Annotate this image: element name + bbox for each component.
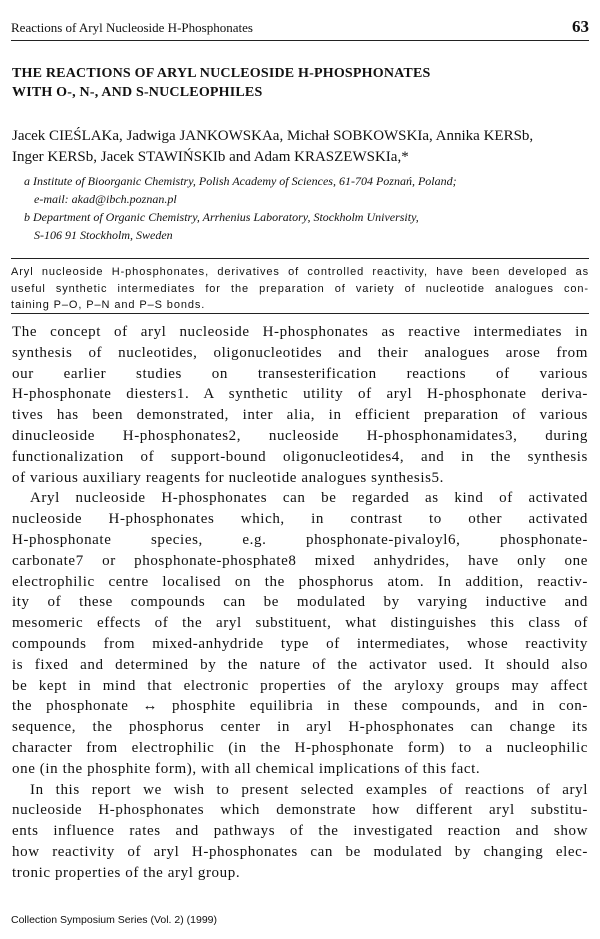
author-line: Jacek CIEŚLAKa, Jadwiga JANKOWSKAa, Michał SOBKOWSKIa, Annika KERSb, bbox=[12, 128, 534, 144]
abstract-line: taining P–O, P–N and P–S bonds. bbox=[11, 299, 206, 311]
affiliation-line: S-106 91 Stockholm, Sweden bbox=[34, 228, 173, 242]
body-line: is fixed and determined by the nature of the activator used. It should also bbox=[12, 656, 588, 673]
body-line: of various auxiliary reagents for nucleotide analogues synthesis5. bbox=[12, 469, 444, 486]
affiliation-line: b Department of Organic Chemistry, Arrhenius Laboratory, Stockholm University, bbox=[24, 210, 419, 224]
body-line: electrophilic centre localised on the phosphorus atom. In addition, reactiv- bbox=[12, 573, 588, 590]
body-line: synthesis of nucleotides, oligonucleotides and their analogues arose from bbox=[12, 344, 588, 361]
body-line: character from electrophilic (in the H-phosphonate form) to a nucleophilic bbox=[12, 739, 588, 756]
author-list bbox=[12, 126, 592, 168]
body-line: ents influence rates and pathways of the investigated reaction and show bbox=[12, 823, 588, 840]
running-head bbox=[11, 16, 589, 41]
body-line: sequence, the phosphorus center in aryl H-phosphonates can change its bbox=[12, 719, 588, 736]
author-line: Inger KERSb, Jacek STAWIŃSKIb and Adam KRASZEWSKIa,* bbox=[12, 149, 409, 165]
body-line: ity of these compounds can be modulated by varying inductive and bbox=[12, 594, 588, 611]
body-line: carbonate7 or phosphonate-phosphate8 mixed anhydrides, have only one bbox=[12, 552, 588, 569]
title-line: WITH O-, N-, AND S-NUCLEOPHILES bbox=[12, 85, 263, 100]
body-line: one (in the phosphite form), with all chemical implications of this fact. bbox=[12, 760, 481, 777]
affiliation-line: a Institute of Bioorganic Chemistry, Polish Academy of Sciences, 61-704 Poznań, Poland; bbox=[24, 174, 457, 188]
body-line: tronic properties of the aryl group. bbox=[12, 864, 241, 881]
body-line: how reactivity of aryl H-phosphonates can be modulated by changing elec- bbox=[12, 843, 588, 860]
body-line: our earlier studies on transesterification reactions of various bbox=[12, 365, 588, 382]
body-line: nucleoside H-phosphonates which demonstrate how different aryl substitu- bbox=[12, 802, 588, 819]
body-line: nucleoside H-phosphonates which, in contrast to other activated bbox=[12, 511, 588, 528]
body-line: H-phosphonate diesters1. A synthetic utility of aryl H-phosphonate deriva- bbox=[12, 386, 588, 403]
body-line: dinucleoside H-phosphonates2, nucleoside H-phosphonamidates3, during bbox=[12, 427, 588, 444]
footer: Collection Symposium Series (Vol. 2) (1999) bbox=[11, 914, 218, 926]
body-line: the phosphonate ↔ phosphite equilibria in these compounds, and in con- bbox=[12, 698, 588, 715]
body-line: mesomeric effects of the aryl substituent, what distinguishes this class of bbox=[12, 615, 588, 632]
affiliations bbox=[24, 172, 584, 244]
page-number: 63 bbox=[572, 17, 589, 36]
body-line: compounds from mixed-anhydride type of intermediates, whose reactivity bbox=[12, 635, 588, 652]
body-line: functionalization of support-bound oligonucleotides4, and in the synthesis bbox=[12, 448, 588, 465]
body-line: In this report we wish to present selected examples of reactions of aryl bbox=[30, 781, 588, 798]
body-line: H-phosphonate species, e.g. phosphonate-pivaloyl6, phosphonate- bbox=[12, 531, 588, 548]
affiliation-email: e-mail: akad@ibch.poznan.pl bbox=[34, 192, 177, 206]
abstract-line: Aryl nucleoside H-phosphonates, derivatives of controlled reactivity, have been developed as bbox=[11, 266, 589, 278]
body-line: tives has been demonstrated, inter alia, in efficient preparation of various bbox=[12, 407, 588, 424]
body-text bbox=[12, 322, 588, 884]
body-line: The concept of aryl nucleoside H-phosphonates as reactive intermediates in bbox=[12, 324, 588, 340]
abstract bbox=[11, 258, 589, 314]
body-line: Aryl nucleoside H-phosphonates can be regarded as kind of activated bbox=[30, 490, 588, 507]
running-head-title: Reactions of Aryl Nucleoside H-Phosphonates bbox=[11, 20, 253, 35]
body-line: be kept in mind that electronic properties of the aryloxy groups may affect bbox=[12, 677, 588, 694]
article-title bbox=[12, 64, 572, 102]
title-line: THE REACTIONS OF ARYL NUCLEOSIDE H-PHOSPHONATES bbox=[12, 66, 431, 81]
abstract-line: useful synthetic intermediates for the preparation of variety of nucleotide analogues con- bbox=[11, 282, 589, 295]
